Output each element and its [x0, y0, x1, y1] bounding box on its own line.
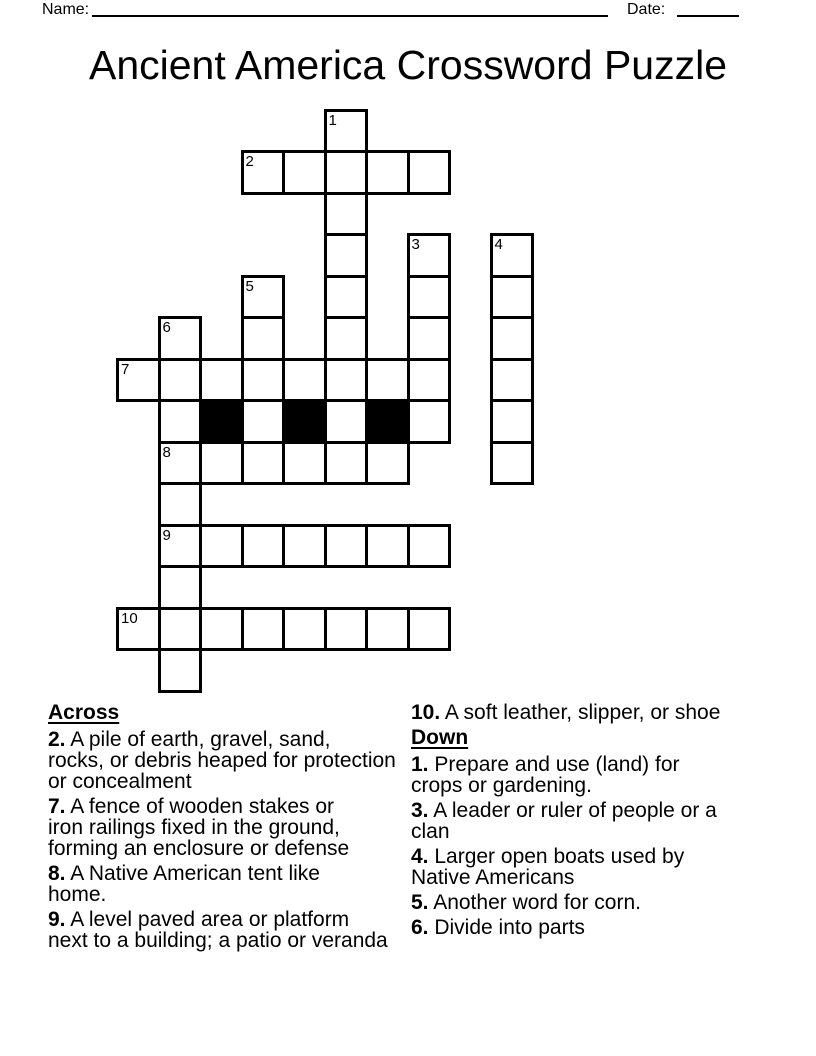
clue-number: 3. — [411, 799, 429, 822]
grid-cell[interactable] — [282, 607, 327, 652]
grid-cell[interactable] — [324, 192, 369, 237]
clue-number: 10. — [411, 701, 441, 724]
clue-number: 8. — [48, 862, 66, 885]
clue-number: 1 — [328, 111, 337, 129]
date-label: Date: — [627, 1, 666, 18]
grid-cell[interactable] — [365, 150, 410, 195]
grid-cell[interactable] — [490, 233, 535, 278]
clue-down-5: 5. Another word for corn. — [411, 891, 641, 914]
grid-cell[interactable] — [407, 316, 452, 361]
grid-cell[interactable] — [282, 358, 327, 403]
grid-cell[interactable] — [241, 607, 286, 652]
grid-cell[interactable] — [241, 316, 286, 361]
grid-cell[interactable] — [282, 441, 327, 486]
clue-number: 4. — [411, 845, 429, 868]
grid-cell[interactable] — [241, 275, 286, 320]
grid-cell[interactable] — [241, 441, 286, 486]
grid-cell[interactable] — [365, 607, 410, 652]
grid-cell[interactable] — [241, 150, 286, 195]
grid-cell-black — [199, 399, 244, 444]
clue-number: 7. — [48, 795, 66, 818]
clue-number: 3 — [411, 236, 420, 253]
grid-cell[interactable] — [116, 607, 161, 652]
grid-cell[interactable] — [324, 607, 369, 652]
grid-cell[interactable] — [407, 275, 452, 320]
grid-cell[interactable] — [282, 150, 327, 195]
grid-cell[interactable] — [490, 399, 535, 444]
grid-cell[interactable] — [158, 358, 203, 403]
grid-cell[interactable] — [407, 607, 452, 652]
clues-right-column — [411, 702, 720, 942]
grid-cell[interactable] — [490, 316, 535, 361]
clues-left-column — [48, 702, 396, 955]
grid-cell[interactable] — [158, 441, 203, 486]
grid-cell[interactable] — [282, 524, 327, 569]
grid-cell[interactable] — [158, 399, 203, 444]
grid-cell[interactable] — [199, 607, 244, 652]
clue-down-1: 1. Prepare and use (land) for crops or gardening. — [411, 753, 680, 797]
clue-down-3: 3. A leader or ruler of people or a clan — [411, 799, 717, 843]
clue-number: 6. — [411, 916, 429, 939]
page-title: Ancient America Crossword Puzzle — [88, 42, 728, 88]
grid-cell[interactable] — [324, 524, 369, 569]
grid-cell[interactable] — [158, 316, 203, 361]
clue-number: 2. — [48, 728, 66, 751]
grid-cell[interactable] — [199, 358, 244, 403]
grid-cell[interactable] — [241, 399, 286, 444]
clue-number: 4 — [494, 236, 503, 253]
grid-cell[interactable] — [158, 607, 203, 652]
grid-cell[interactable] — [324, 399, 369, 444]
grid-cell[interactable] — [490, 275, 535, 320]
clue-number: 2 — [245, 153, 254, 170]
clue-number: 9. — [48, 908, 66, 931]
clue-number: 6 — [162, 319, 171, 336]
across-header: Across — [48, 701, 120, 724]
clue-number: 1. — [411, 753, 429, 776]
grid-cell[interactable] — [199, 524, 244, 569]
grid-cell[interactable] — [158, 482, 203, 527]
grid-cell[interactable] — [365, 358, 410, 403]
grid-cell[interactable] — [324, 275, 369, 320]
grid-cell[interactable] — [158, 565, 203, 610]
grid-cell[interactable] — [324, 441, 369, 486]
grid-cell[interactable] — [324, 316, 369, 361]
grid-cell[interactable] — [324, 358, 369, 403]
clue-down-4: 4. Larger open boats used by Native Americans — [411, 845, 685, 889]
grid-cell[interactable] — [407, 150, 452, 195]
clue-across-2: 2. A pile of earth, gravel, sand, rocks, or debris heaped for protection or concealment — [48, 728, 396, 793]
grid-cell[interactable] — [407, 358, 452, 403]
grid-cell[interactable] — [199, 441, 244, 486]
grid-cell[interactable] — [365, 441, 410, 486]
grid-cell-black — [365, 399, 410, 444]
clue-across-8: 8. A Native American tent like home. — [48, 862, 320, 906]
clue-number: 5 — [245, 277, 254, 295]
clue-across-9: 9. A level paved area or platform next to a building; a patio or veranda — [48, 908, 388, 952]
down-header: Down — [411, 726, 469, 749]
grid-cell[interactable] — [241, 358, 286, 403]
grid-cell-black — [282, 399, 327, 444]
grid-cell[interactable] — [365, 524, 410, 569]
grid-cell[interactable] — [158, 524, 203, 569]
grid-cell[interactable] — [158, 648, 203, 693]
clue-across-7: 7. A fence of wooden stakes or iron railings fixed in the ground, forming an enclosure or defense — [48, 795, 350, 860]
name-label: Name: — [42, 1, 90, 18]
clue-number: 7 — [121, 360, 130, 378]
clue-number: 8 — [162, 443, 171, 461]
grid-cell[interactable] — [490, 441, 535, 486]
grid-cell[interactable] — [324, 150, 369, 195]
grid-cell[interactable] — [407, 233, 452, 278]
grid-cell[interactable] — [241, 524, 286, 569]
grid-cell[interactable] — [324, 233, 369, 278]
clue-number: 9 — [162, 526, 171, 544]
clue-number: 5. — [411, 891, 429, 914]
grid-cell[interactable] — [324, 109, 369, 154]
grid-cell[interactable] — [407, 399, 452, 444]
clue-number: 10 — [121, 609, 138, 627]
grid-cell[interactable] — [116, 358, 161, 403]
clue-across-10: 10. A soft leather, slipper, or shoe — [411, 701, 721, 724]
grid-cell[interactable] — [490, 358, 535, 403]
clue-down-6: 6. Divide into parts — [411, 916, 585, 939]
grid-cell[interactable] — [407, 524, 452, 569]
